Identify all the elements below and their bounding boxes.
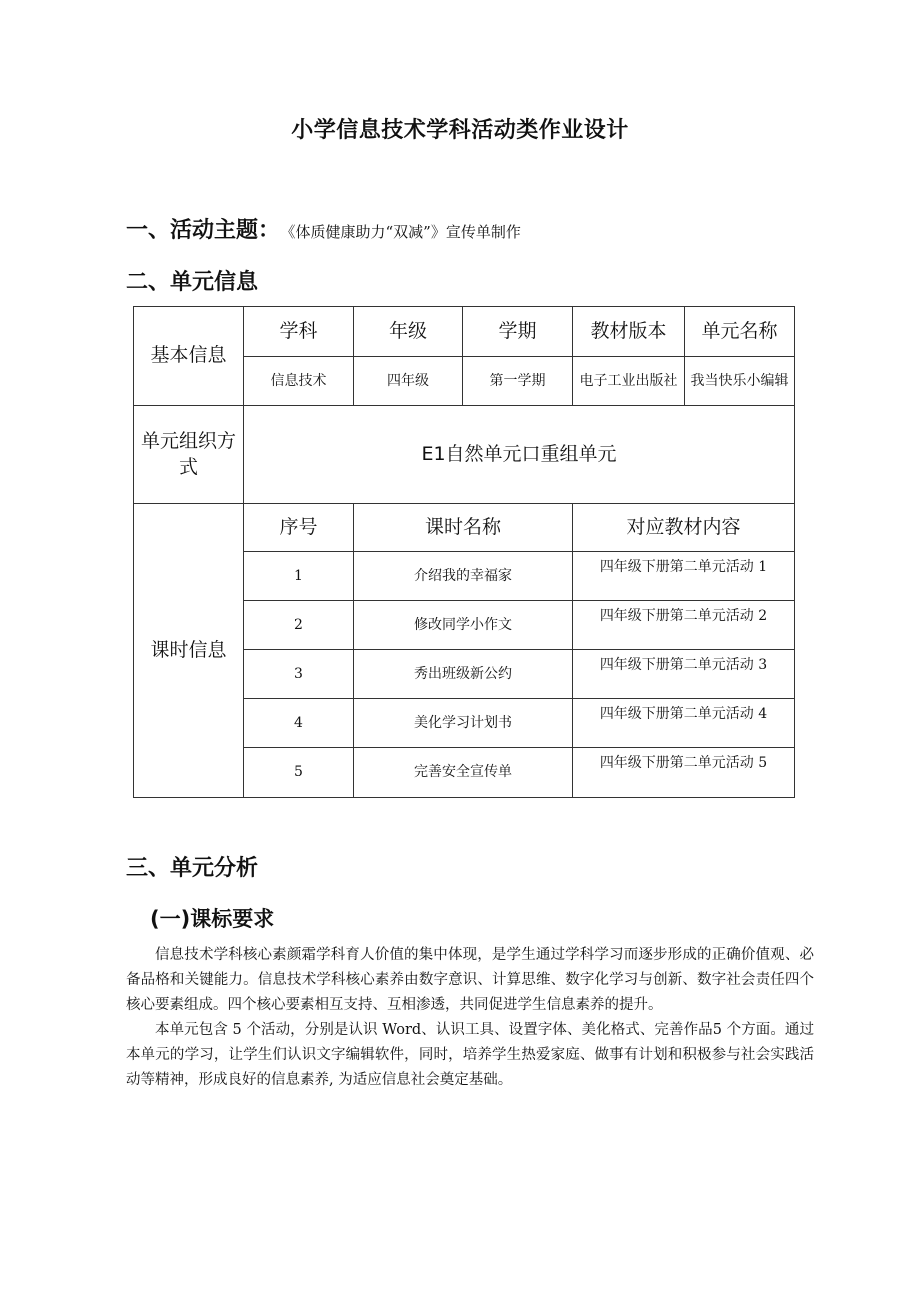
lesson-number: 2: [244, 601, 354, 650]
value-grade: 四年级: [354, 357, 463, 406]
lesson-number: 3: [244, 650, 354, 699]
body-text: [126, 943, 814, 1093]
unit-organization-value: E1自然单元口重组单元: [244, 406, 795, 504]
paragraph: 信息技术学科核心素颜霜学科育人价值的集中体现，是学生通过学科学习而逐步形成的正确价值观、必备品格和关键能力。信息技术学科核心素养由数字意识、计算思维、数字化学习与创新、数字社会责任四个核心要素组成。四个核心要素相互支持、互相渗透，共同促进学生信息素养的提升。: [126, 947, 814, 1013]
lesson-number: 4: [244, 699, 354, 748]
lesson-name: 介绍我的幸福家: [354, 552, 573, 601]
lesson-content: 四年级下册第二单元活动 5: [573, 748, 795, 798]
lesson-content: 四年级下册第二单元活动 4: [573, 699, 795, 748]
section-unit-info: 二、单元信息: [126, 270, 259, 295]
header-textbook-version: 教材版本: [573, 307, 685, 357]
lesson-content: 四年级下册第二单元活动 1: [573, 552, 795, 601]
lesson-header-content: 对应教材内容: [573, 504, 795, 552]
header-subject: 学科: [244, 307, 354, 357]
activity-theme-value: 《体质健康助力“双减”》宣传单制作: [288, 223, 521, 241]
value-textbook-version: 电子工业出版社: [573, 357, 685, 406]
lesson-name: 美化学习计划书: [354, 699, 573, 748]
value-subject: 信息技术: [244, 357, 354, 406]
section-activity-theme: [126, 213, 521, 244]
header-unit-name: 单元名称: [685, 307, 795, 357]
header-grade: 年级: [354, 307, 463, 357]
lesson-number: 5: [244, 748, 354, 798]
lesson-content: 四年级下册第二单元活动 2: [573, 601, 795, 650]
section-unit-analysis: 三、单元分析: [126, 856, 259, 881]
paragraph: 本单元包含 5 个活动，分别是认识 Word、认识工具、设置字体、美化格式、完善作品5 个方面。通过本单元的学习，让学生们认识文字编辑软件，同时，培养学生热爱家庭、做事有计划和积极参与社会实践活动等精神，形成良好的信息素养, 为适应信息社会奠定基础。: [126, 1022, 814, 1088]
subsection-curriculum-requirements: (一)课标要求: [150, 907, 275, 931]
lesson-name: 秀出班级新公约: [354, 650, 573, 699]
lesson-number: 1: [244, 552, 354, 601]
header-semester: 学期: [463, 307, 573, 357]
lesson-header-number: 序号: [244, 504, 354, 552]
lesson-info-label: 课时信息: [134, 504, 244, 798]
lesson-header-name: 课时名称: [354, 504, 573, 552]
lesson-content: 四年级下册第二单元活动 3: [573, 650, 795, 699]
value-unit-name: 我当快乐小编辑: [685, 357, 795, 406]
section-activity-theme-label: 一、活动主题：: [126, 218, 281, 243]
unit-info-table: [133, 306, 795, 798]
value-semester: 第一学期: [463, 357, 573, 406]
unit-organization-label: 单元组织方式: [134, 406, 244, 504]
lesson-name: 完善安全宣传单: [354, 748, 573, 798]
basic-info-label: 基本信息: [134, 307, 244, 406]
lesson-name: 修改同学小作文: [354, 601, 573, 650]
document-title: 小学信息技术学科活动类作业设计: [291, 118, 629, 143]
